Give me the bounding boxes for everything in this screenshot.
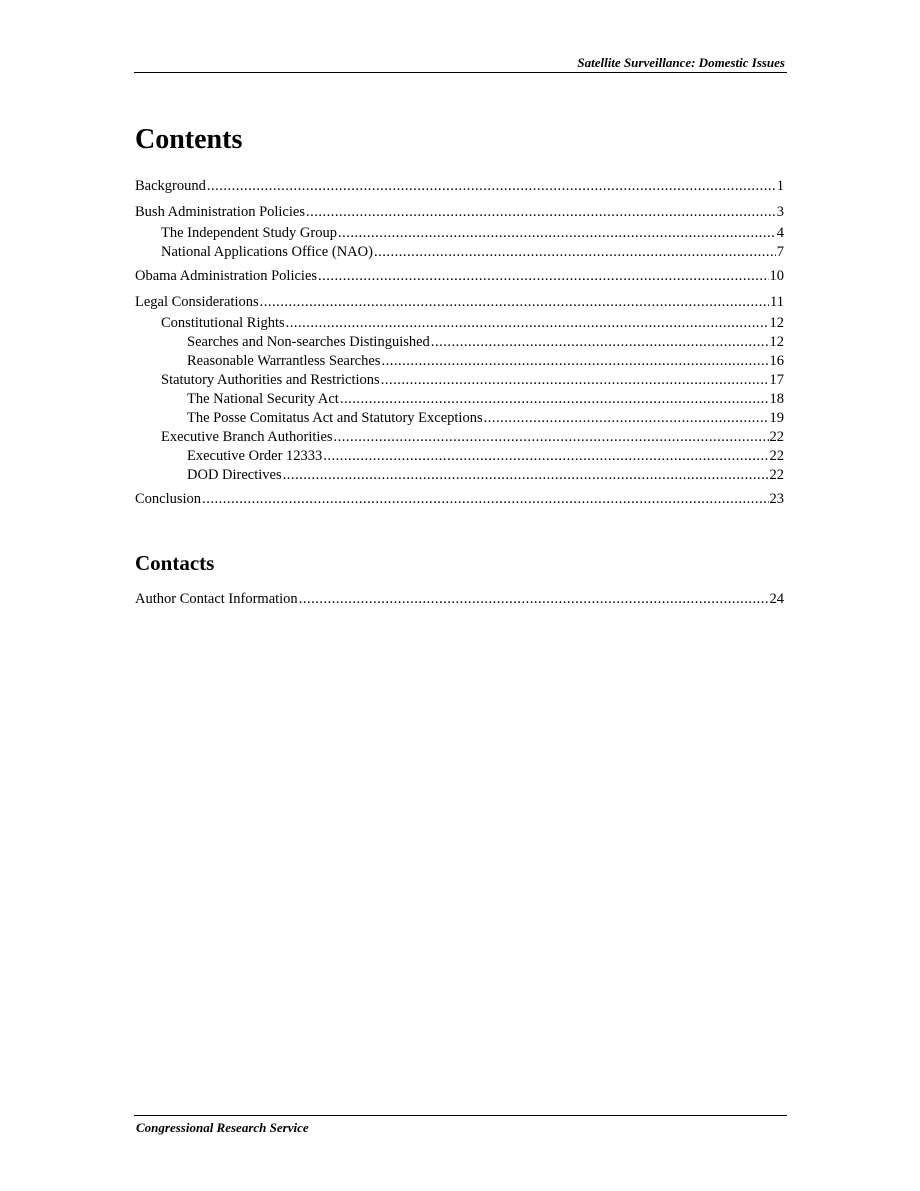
toc-entry[interactable] [135,428,784,447]
toc-entry-page: 11 [770,294,784,310]
header-rule [134,72,787,73]
toc-entry[interactable] [135,490,784,509]
toc-entry[interactable] [135,177,784,196]
toc-entry-title: Statutory Authorities and Restrictions [161,372,380,388]
toc-dot-leader [381,371,769,390]
toc-dot-leader [318,267,768,286]
toc-entry-title: Author Contact Information [135,591,298,607]
toc-entry-title: Legal Considerations [135,294,259,310]
toc-entry-title: National Applications Office (NAO) [161,244,373,260]
toc-dot-leader [306,203,776,222]
toc-dot-leader [374,243,776,262]
toc-entry-page: 3 [776,204,784,220]
toc-entry-page: 17 [769,372,784,388]
running-header: Satellite Surveillance: Domestic Issues [577,55,785,70]
toc-entry-title: The Independent Study Group [161,225,337,241]
toc-entry-page: 22 [769,448,784,464]
toc-entry[interactable] [135,447,784,466]
toc-entry[interactable] [135,333,784,352]
toc-entry-page: 4 [776,225,784,241]
toc-dot-leader [334,428,769,447]
toc-entry[interactable] [135,352,784,371]
toc-entry-page: 7 [776,244,784,260]
toc-entry[interactable] [135,224,784,243]
toc-entry[interactable] [135,390,784,409]
toc-entry-title: Bush Administration Policies [135,204,305,220]
toc-entry-title: The Posse Comitatus Act and Statutory Exceptions [187,410,483,426]
toc-entry-title: DOD Directives [187,467,282,483]
toc-entry-page: 19 [769,410,784,426]
toc-entry[interactable] [135,409,784,428]
toc-entry[interactable] [135,314,784,333]
toc-entry[interactable] [135,267,784,286]
toc-entry-title: Constitutional Rights [161,315,285,331]
toc-dot-leader [323,447,768,466]
toc-dot-leader [338,224,776,243]
footer-organization: Congressional Research Service [136,1120,309,1135]
toc-entry-title: Reasonable Warrantless Searches [187,353,381,369]
toc-entry-page: 10 [769,268,784,284]
toc-entry[interactable] [135,293,784,312]
footer-rule [134,1115,787,1116]
toc-entry-page: 16 [769,353,784,369]
toc-entry-page: 22 [769,467,784,483]
toc-entry-title: Searches and Non-searches Distinguished [187,334,430,350]
toc-entry-page: 1 [776,178,784,194]
toc-dot-leader [283,466,769,485]
toc-dot-leader [431,333,769,352]
toc-dot-leader [260,293,769,312]
toc-entry[interactable] [135,371,784,390]
toc-entry-page: 18 [769,391,784,407]
toc-entry-page: 12 [769,334,784,350]
toc-entry-title: Background [135,178,206,194]
toc-entry-title: Obama Administration Policies [135,268,318,284]
toc-entry[interactable] [135,203,784,222]
toc-dot-leader [484,409,769,428]
toc-entry-page: 24 [769,591,784,607]
toc-dot-leader [207,177,776,196]
toc-dot-leader [286,314,769,333]
toc-entry-title: Executive Order 12333 [187,448,323,464]
toc-entry[interactable] [135,243,784,262]
toc-entry[interactable] [135,466,784,485]
toc-dot-leader [381,352,768,371]
toc-entry-page: 22 [769,429,784,445]
contents-heading: Contents [135,124,243,155]
contacts-heading: Contacts [135,551,215,575]
toc-entry[interactable] [135,590,784,609]
toc-dot-leader [202,490,768,509]
toc-entry-title: Executive Branch Authorities [161,429,333,445]
toc-entry-title: Conclusion [135,491,202,507]
toc-dot-leader [340,390,769,409]
toc-entry-page: 12 [769,315,784,331]
toc-entry-title: The National Security Act [187,391,339,407]
toc-entry-page: 23 [769,491,784,507]
toc-dot-leader [299,590,769,609]
